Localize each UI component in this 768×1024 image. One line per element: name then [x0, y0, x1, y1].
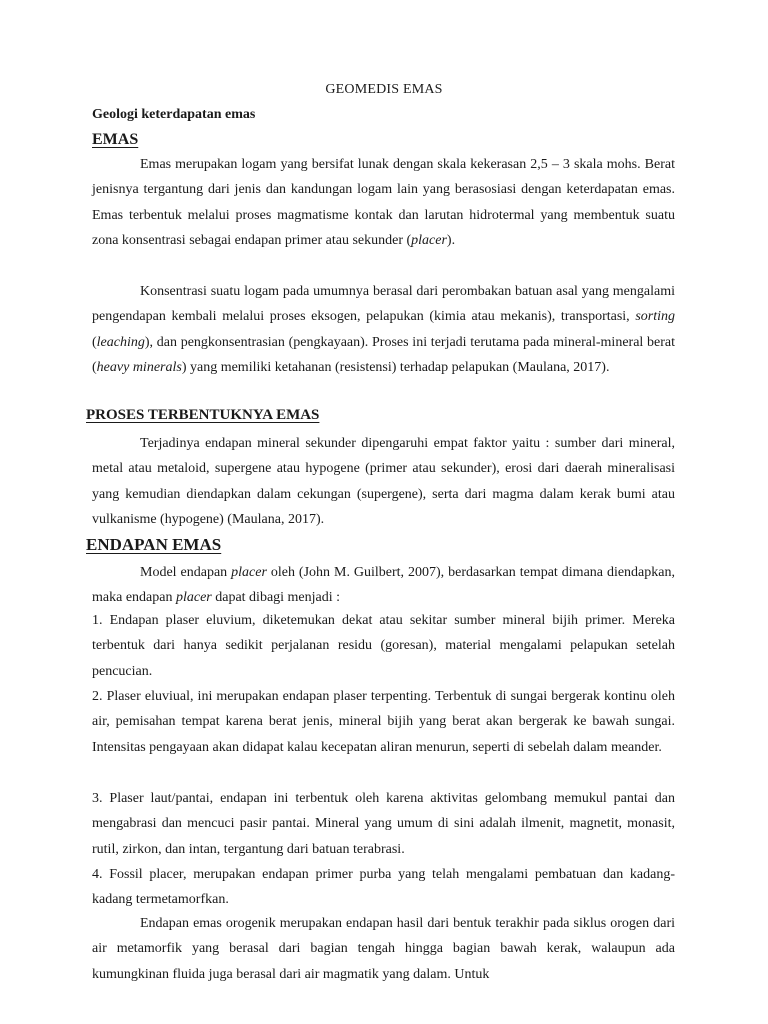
paragraph-endapan-intro: Model endapan placer oleh (John M. Guilbert, 2007), berdasarkan tempat dimana diendapkan, maka endapan placer dapat dibagi menjadi : — [92, 565, 675, 606]
document-title: GEOMEDIS EMAS — [325, 82, 443, 97]
paragraph-emas-1: Emas merupakan logam yang bersifat lunak dengan skala kekerasan 2,5 – 3 skala mohs. Berat jenisnya tergantung dari jenis dan kandungan logam lain yang berasosiasi dengan keterdapatan emas. Emas terbentuk melalui proses magmatisme kontak dan larutan hidrotermal yang membentuk suatu zona konsentrasi sebagai endapan primer atau sekunder (placer). — [92, 157, 675, 248]
list-item-4: 4. Fossil placer, merupakan endapan primer purba yang telah mengalami pembatuan dan kadang-kadang termetamorfkan. — [92, 867, 675, 908]
paragraph-emas-2: Konsentrasi suatu logam pada umumnya berasal dari perombakan batuan asal yang mengalami pengendapan kembali melalui proses eksogen, pelapukan (kimia atau mekanis), transportasi, sorting (leaching), dan pengkonsentrasian (pengkayaan). Proses ini terjadi terutama pada mineral-mineral berat (heavy minerals) yang memiliki ketahanan (resistensi) terhadap pelapukan (Maulana, 2017). — [92, 284, 675, 375]
section-heading-endapan: ENDAPAN EMAS — [86, 535, 222, 554]
list-item-1: 1. Endapan plaser eluvium, diketemukan dekat atau sekitar sumber mineral bijih primer. Mereka terbentuk dari hanya sedikit perjalanan residu (goresan), material mengalami pelapukan setelah pencucian. — [92, 613, 675, 679]
paragraph-endapan-closing: Endapan emas orogenik merupakan endapan hasil dari bentuk terakhir pada siklus orogen dari air metamorfik yang berasal dari bagian tengah hingga bagian bawah kerak, walaupun ada kumungkinan fluida juga berasal dari air magmatik yang dalam. Untuk — [92, 916, 675, 982]
list-item-2: 2. Plaser eluviual, ini merupakan endapan plaser terpenting. Terbentuk di sungai bergerak kontinu oleh air, pemisahan tempat karena berat jenis, mineral bijih yang berat akan bergerak ke bawah sungai. Intensitas pengayaan akan didapat kalau kecepatan aliran menurun, seperti di sebelah dalam meander. — [92, 689, 675, 755]
section-heading-emas: EMAS — [92, 131, 139, 148]
list-item-3: 3. Plaser laut/pantai, endapan ini terbentuk oleh karena aktivitas gelombang memukul pantai dan mengabrasi dan mencuci pasir pantai. Mineral yang umum di sini adalah ilmenit, magnetit, monasit, rutil, zirkon, dan intan, tergantung dari batuan terabrasi. — [92, 791, 675, 857]
subheading-geologi: Geologi keterdapatan emas — [92, 107, 256, 122]
paragraph-proses-1: Terjadinya endapan mineral sekunder dipengaruhi empat faktor yaitu : sumber dari mineral, metal atau metaloid, supergene atau hypogene (primer atau sekunder), erosi dari daerah mineralisasi yang kemudian diendapkan dalam cekungan (supergene), serta dari magma dalam kerak bumi atau vulkanisme (hypogene) (Maulana, 2017). — [92, 436, 675, 527]
section-heading-proses: PROSES TERBENTUKNYA EMAS — [86, 407, 320, 423]
